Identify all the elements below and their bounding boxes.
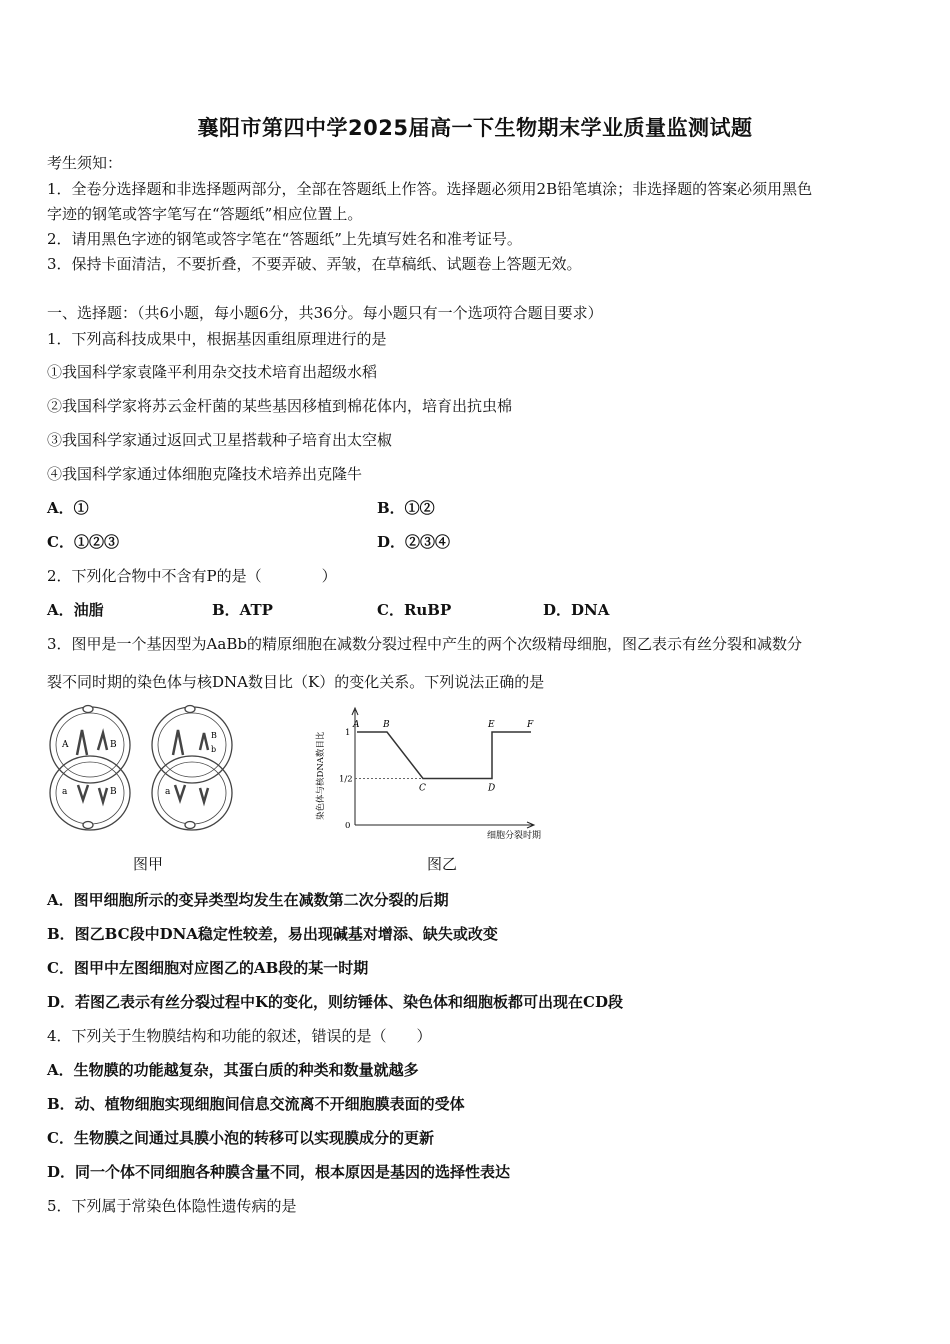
point-label-d: D (488, 783, 496, 794)
option-a: A．生物膜的功能越复杂，其蛋白质的种类和数量就越多 (47, 1061, 419, 1079)
list-item: ③我国科学家通过返回式卫星搭载种子培育出太空椒 (47, 431, 393, 449)
option-d: D．同一个体不同细胞各种膜含量不同，根本原因是基因的选择性表达 (47, 1163, 511, 1181)
option-b: B．图乙BC段中DNA稳定性较差，易出现碱基对增添、缺失或改变 (47, 925, 498, 943)
question-stem: 2．下列化合物中不含有P的是（ ） (47, 567, 337, 585)
cell-left (50, 706, 130, 831)
option-c: C．RuBP (377, 601, 452, 619)
point-label-a: A (353, 720, 360, 730)
cell-right (152, 706, 232, 831)
option-b: B．动、植物细胞实现细胞间信息交流离不开细胞膜表面的受体 (47, 1095, 465, 1113)
question-stem: 1．下列高科技成果中，根据基因重组原理进行的是 (47, 330, 387, 348)
y-tick-label: 1/2 (339, 774, 353, 785)
page-title: 襄阳市第四中学2025届高一下生物期末学业质量监测试题 (197, 116, 753, 140)
gene-label: b (211, 745, 217, 754)
option-d: D．DNA (543, 601, 610, 619)
option-d: D．若图乙表示有丝分裂过程中K的变化，则纺锤体、染色体和细胞板都可出现在CD段 (47, 993, 623, 1011)
notice-item: 3．保持卡面清洁，不要折叠，不要弄破、弄皱，在草稿纸、试题卷上答题无效。 (47, 255, 582, 273)
option-d: D．②③④ (377, 533, 451, 551)
k-ratio-line (357, 732, 531, 779)
notice-item: 1．全卷分选择题和非选择题两部分，全部在答题纸上作答。选择题必须用2B铅笔填涂；非选择题的答案必须用黑色 (47, 180, 813, 198)
option-c: C．①②③ (47, 533, 119, 551)
point-label-b: B (383, 720, 390, 730)
y-tick-label: 1 (345, 728, 351, 738)
gene-label: B (110, 740, 117, 750)
question-stem: 5．下列属于常染色体隐性遗传病的是 (47, 1197, 297, 1215)
x-axis-label: 细胞分裂时期 (487, 831, 542, 841)
gene-label: a (62, 787, 68, 797)
list-item: ②我国科学家将苏云金杆菌的某些基因移植到棉花体内，培育出抗虫棉 (47, 397, 513, 415)
option-a: A．图甲细胞所示的变异类型均发生在减数第二次分裂的后期 (47, 891, 449, 909)
y-tick-label: 0 (345, 821, 351, 831)
point-label-e: E (488, 720, 495, 730)
option-a: A．① (47, 499, 89, 517)
figure-caption: 图甲 (133, 855, 164, 873)
option-c: C．图甲中左图细胞对应图乙的AB段的某一时期 (47, 959, 369, 977)
point-label-f: F (527, 720, 534, 730)
section-heading: 一、选择题：（共6小题，每小题6分，共36分。每小题只有一个选项符合题目要求） (47, 304, 603, 322)
option-b: B．ATP (212, 601, 273, 619)
gene-label: B (110, 787, 117, 797)
figure-cells (40, 700, 240, 840)
notice-item: 字迹的钢笔或答字笔写在“答题纸”相应位置上。 (47, 205, 363, 223)
option-a: A．油脂 (47, 601, 104, 619)
question-stem: 4．下列关于生物膜结构和功能的叙述，错误的是（ ） (47, 1027, 432, 1045)
gene-label: A (62, 740, 69, 750)
list-item: ①我国科学家袁隆平利用杂交技术培育出超级水稻 (47, 363, 378, 381)
option-b: B．①② (377, 499, 435, 517)
question-stem-cont: 裂不同时期的染色体与核DNA数目比（K）的变化关系。下列说法正确的是 (47, 673, 545, 691)
y-axis-label: 染色体与核DNA数目比 (316, 731, 326, 820)
gene-label: B (211, 731, 217, 740)
figure-caption: 图乙 (427, 855, 458, 873)
notice-item: 2．请用黑色字迹的钢笔或答字笔在“答题纸”上先填写姓名和准考证号。 (47, 230, 522, 248)
option-c: C．生物膜之间通过具膜小泡的转移可以实现膜成分的更新 (47, 1129, 434, 1147)
point-label-c: C (419, 783, 426, 794)
gene-label: a (165, 787, 171, 797)
notice-heading: 考生须知： (47, 154, 123, 172)
chart-k-ratio (315, 702, 560, 842)
question-stem: 3．图甲是一个基因型为AaBb的精原细胞在减数分裂过程中产生的两个次级精母细胞，图乙表示有丝分裂和减数分 (47, 635, 802, 653)
list-item: ④我国科学家通过体细胞克隆技术培养出克隆牛 (47, 465, 363, 483)
